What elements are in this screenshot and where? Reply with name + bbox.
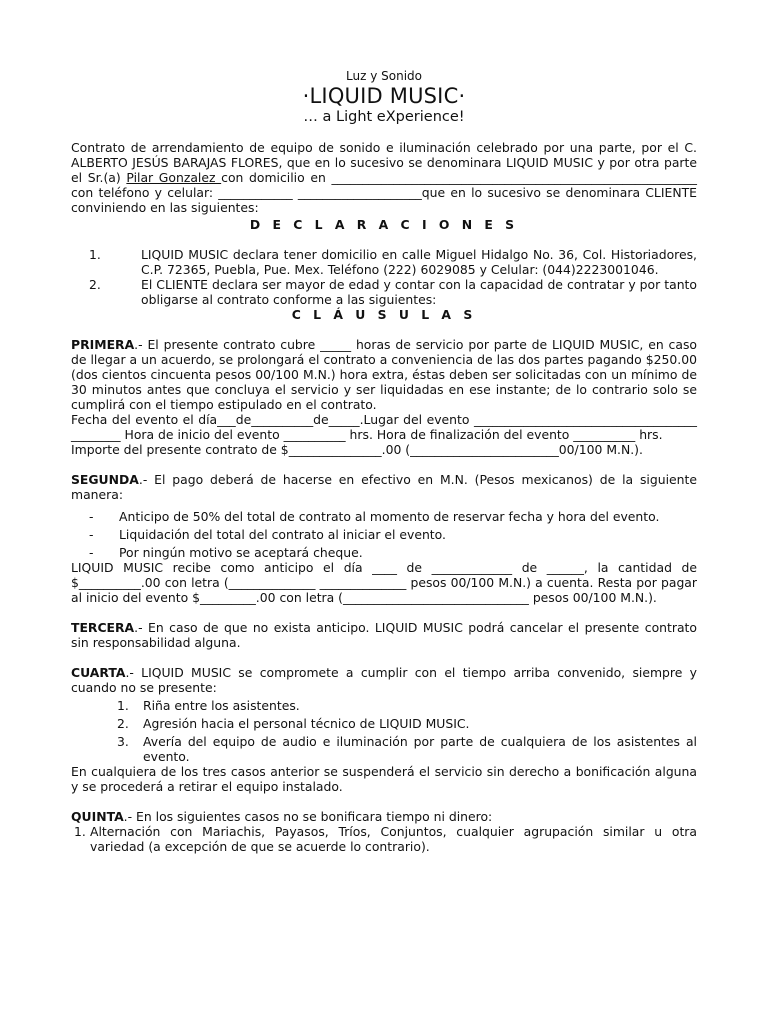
- clausula-segunda: [71, 472, 697, 502]
- clausula-text: .- El pago deberá de hacerse en efectivo en M.N. (Pesos mexicanos) de la siguiente manera:: [71, 472, 697, 502]
- bullet-mark: -: [89, 545, 94, 560]
- list-item: [117, 698, 697, 713]
- clausula-text: .- El presente contrato cubre _____ horas de servicio por parte de LIQUID MUSIC, en caso de llegar a un acuerdo, se prolongará el contrato a conveniencia de las dos partes pagando $250.00 (dos cientos cincuenta pesos 00/100 M.N.) hora extra, éstas deben ser solicitadas con un mínimo de 30 minutos antes que concluya el servicio y ser liquidadas en ese instante; de lo contrario solo se cumplirá con el tiempo estipulado en el contrato.: [71, 337, 697, 412]
- spacer: [71, 457, 697, 472]
- spacer: [71, 502, 697, 509]
- clausulas-title: C L Á U S U L A S: [291, 307, 477, 322]
- list-item: [89, 509, 697, 524]
- contract-page: [71, 69, 697, 854]
- clausula-label: CUARTA: [71, 665, 126, 680]
- spacer: [71, 794, 697, 809]
- bullet-text: Por ningún motivo se aceptará cheque.: [119, 545, 363, 560]
- clausula-text: .- LIQUID MUSIC se compromete a cumplir con el tiempo arriba convenido, siempre y cuando no se presente:: [71, 665, 697, 695]
- intro-text-2: con domicilio en ___________________________________________________________ con teléfono y celular: ____________ ____________________que en lo sucesivo se denominara CLIENTE conviniendo en las siguientes:: [71, 170, 697, 215]
- cuarta-after-paragraph: En cualquiera de los tres casos anterior se suspenderá el servicio sin derecho a bonificación alguna y se procederá a retirar el equipo instalado.: [71, 764, 697, 794]
- bullet-mark: -: [89, 509, 94, 524]
- client-name: Pilar Gonzalez: [126, 170, 222, 185]
- spacer: [71, 322, 697, 337]
- declaraciones-title: D E C L A R A C I O N E S: [249, 217, 519, 232]
- declaracion-text: LIQUID MUSIC declara tener domicilio en calle Miguel Hidalgo No. 36, Col. Historiadores, C.P. 72365, Puebla, Pue. Mex. Teléfono (222) 6029085 y Celular: (044)2223001046.: [141, 247, 697, 277]
- brand-title: ·LIQUID MUSIC·: [302, 84, 466, 108]
- item-number: 1.: [74, 824, 86, 839]
- clausula-tercera: [71, 620, 697, 650]
- bullet-mark: -: [89, 527, 94, 542]
- importe-line: Importe del presente contrato de $_______________.00 (________________________00/100 M.N.).: [71, 442, 643, 457]
- clausula-text: .- En caso de que no exista anticipo. LIQUID MUSIC podrá cancelar el presente contrato sin responsabilidad alguna.: [71, 620, 697, 650]
- item-text: Agresión hacia el personal técnico de LIQUID MUSIC.: [143, 716, 470, 731]
- declaracion-number: 1.: [89, 247, 101, 262]
- spacer: [71, 605, 697, 620]
- list-item: [89, 545, 697, 560]
- item-number: 3.: [117, 734, 129, 749]
- list-item: [117, 716, 697, 731]
- item-number: 2.: [117, 716, 129, 731]
- bullet-text: Liquidación del total del contrato al iniciar el evento.: [119, 527, 446, 542]
- bullet-text: Anticipo de 50% del total de contrato al momento de reservar fecha y hora del evento.: [119, 509, 660, 524]
- brand-tagline: … a Light eXperience!: [303, 109, 465, 125]
- list-item: [73, 824, 697, 854]
- clausula-cuarta: [71, 665, 697, 695]
- list-item: [89, 527, 697, 542]
- declaracion-number: 2.: [89, 277, 101, 292]
- item-text: Riña entre los asistentes.: [143, 698, 300, 713]
- clausula-label: PRIMERA: [71, 337, 135, 352]
- clausula-primera: [71, 337, 697, 412]
- declaracion-text: El CLIENTE declara ser mayor de edad y contar con la capacidad de contratar y por tanto obligarse al contrato conforme a las siguientes:: [141, 277, 697, 307]
- intro-paragraph: [71, 140, 697, 215]
- clausula-label: SEGUNDA: [71, 472, 139, 487]
- spacer: [71, 232, 697, 247]
- item-number: 1.: [117, 698, 129, 713]
- item-text: Avería del equipo de audio e iluminación por parte de cualquiera de los asistentes al evento.: [143, 734, 697, 764]
- clausula-quinta: [71, 809, 697, 824]
- clausula-text: .- En los siguientes casos no se bonificara tiempo ni dinero:: [123, 809, 493, 824]
- evento-fecha-line: Fecha del evento el día___de__________de_____.Lugar del evento ____________________________________ ________ Hora de inicio del evento __________ hrs. Hora de finalización del evento __________ hrs.: [71, 412, 697, 442]
- item-text: Alternación con Mariachis, Payasos, Tríos, Conjuntos, cualquier agrupación similar u otra variedad (a excepción de que se acuerde lo contrario).: [90, 824, 697, 854]
- clausula-label: QUINTA: [71, 809, 124, 824]
- spacer: [71, 650, 697, 665]
- clausula-label: TERCERA: [71, 620, 135, 635]
- declaracion-item: [71, 247, 697, 277]
- declaracion-item: [71, 277, 697, 307]
- list-item: [117, 734, 697, 764]
- header-kicker: Luz y Sonido: [346, 69, 422, 83]
- anticipo-paragraph: LIQUID MUSIC recibe como anticipo el día ____ de _____________ de ______, la cantidad de $__________.00 con letra (______________ ______________ pesos 00/100 M.N.) a cuenta. Resta por pagar al inicio del evento $_________.00 con letra (______________________________ pesos 00/100 M.N.).: [71, 560, 697, 605]
- intro-text-1: Contrato de arrendamiento de equipo de sonido e iluminación celebrado por una parte, por el C. ALBERTO JESÚS BARAJAS FLORES, que en lo sucesivo se denominara LIQUID MUSIC y por otra parte el Sr.(a): [71, 140, 697, 185]
